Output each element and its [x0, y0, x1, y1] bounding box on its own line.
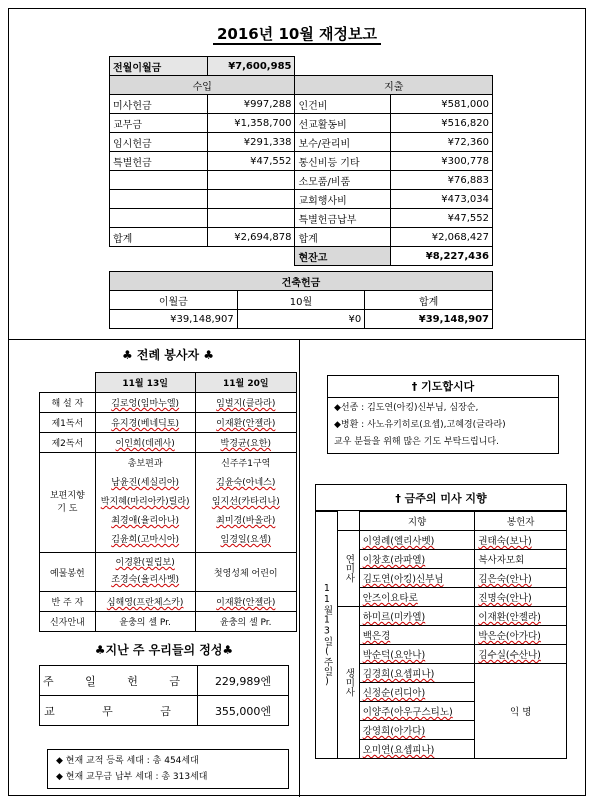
prayer-names-1	[95, 453, 195, 553]
liturgy-table	[39, 372, 297, 632]
income-header: 수입	[110, 76, 295, 95]
income-label: 미사헌금	[110, 95, 208, 114]
intention-name: 이양주(아우구스티노)	[359, 702, 475, 721]
building-header: 건축헌금	[110, 272, 493, 291]
liturgy-title: ♣ 전례 봉사자 ♣	[121, 348, 214, 362]
offering-table	[39, 665, 289, 726]
role-label: 제2독서	[40, 433, 96, 453]
donor-header: 봉헌자	[475, 512, 567, 531]
expense-label: 소모품/비품	[295, 171, 391, 190]
income-label	[110, 209, 208, 228]
carry-value: ¥7,600,985	[207, 57, 295, 76]
expense-value: ¥581,000	[391, 95, 493, 114]
intention-name: 오미연(요셉피나)	[359, 740, 475, 759]
prayer-names-2	[195, 453, 296, 553]
mass-title: † 금주의 미사 지향	[315, 484, 567, 511]
expense-label: 선교활동비	[295, 114, 391, 133]
intention-name: 안즈이요타로	[359, 588, 475, 607]
offer-names	[95, 553, 195, 592]
table-row	[40, 612, 297, 632]
prayer-line: 교우 분들을 위해 많은 기도 부탁드립니다.	[334, 437, 499, 447]
role-label: 반 주 자	[40, 592, 96, 612]
expense-label: 통신비등 기타	[295, 152, 391, 171]
offering-title: ♣지난 주 우리들의 정성♣	[94, 643, 234, 657]
table-row	[316, 607, 567, 626]
income-label: 임시헌금	[110, 133, 208, 152]
table-row	[316, 531, 567, 550]
income-total-label: 합계	[110, 228, 208, 247]
table-row	[110, 209, 493, 228]
dues-label: 교 무 금	[40, 696, 198, 726]
prayer-name: 임지선(카타리나)	[211, 497, 280, 507]
role-name: 유지경(베네딕토)	[95, 413, 195, 433]
finance-table	[109, 56, 493, 266]
household-notes	[47, 749, 289, 789]
income-total-value: ¥2,694,878	[207, 228, 295, 247]
expense-value: ¥300,778	[391, 152, 493, 171]
intention-name: 김경희(요셉피나)	[359, 664, 475, 683]
donor-name: 박은순(아가다)	[475, 626, 567, 645]
expense-value: ¥47,552	[391, 209, 493, 228]
role-name: 임벌지(클라라)	[195, 393, 296, 413]
role-label: 제1독서	[40, 413, 96, 433]
role-name: 김로엉(임마누엘)	[95, 393, 195, 413]
table-row	[40, 453, 297, 553]
table-row	[40, 553, 297, 592]
table-row	[110, 133, 493, 152]
table-row	[110, 190, 493, 209]
expense-total-value: ¥2,068,427	[391, 228, 493, 247]
role-name: 심해영(프란체스카)	[95, 592, 195, 612]
table-row	[110, 114, 493, 133]
building-col-month: 10월	[237, 291, 365, 310]
income-value: ¥291,338	[207, 133, 295, 152]
donor-name: 복사자모회	[475, 550, 567, 569]
income-label	[110, 171, 208, 190]
building-total-value: ¥39,148,907	[365, 310, 493, 329]
building-fund-table	[109, 271, 493, 329]
column-divider	[299, 339, 300, 797]
prayer-name: 남윤진(세실리아)	[111, 478, 180, 488]
table-row	[110, 95, 493, 114]
prayer-name: 임경일(요셉)	[220, 535, 272, 545]
prayer-name: 최미경(바올라)	[216, 516, 276, 526]
role-name: 윤충의 셀 Pr.	[195, 612, 296, 632]
note-line: ◆ 현재 교무금 납부 세대 : 총 313세대	[56, 772, 208, 782]
prayer-name: 신주주1구역	[221, 459, 271, 469]
table-row	[40, 413, 297, 433]
note-line: ◆ 현재 교적 등록 세대 : 총 454세대	[56, 756, 199, 766]
donor-name: 권태숙(보나)	[475, 531, 567, 550]
role-name: 이재환(안젤라)	[195, 413, 296, 433]
sunday-offering-label: 주 일 헌 금	[40, 666, 198, 696]
expense-label: 교회행사비	[295, 190, 391, 209]
role-label: 신자안내	[40, 612, 96, 632]
role-label: 해 설 자	[40, 393, 96, 413]
table-row	[110, 171, 493, 190]
income-value: ¥1,358,700	[207, 114, 295, 133]
income-label: 특별헌금	[110, 152, 208, 171]
prayer-name: 김윤희(고마시아)	[111, 535, 180, 545]
requiem-mass-label: 연미사	[337, 531, 359, 607]
page-title: 2016년 10월 재정보고	[9, 23, 585, 44]
offer-name: 이경환(필립보)	[115, 558, 175, 568]
intention-name: 이영례(엘리사벳)	[359, 531, 475, 550]
role-name: 이재환(안젤라)	[195, 592, 296, 612]
expense-header: 지출	[295, 76, 493, 95]
expense-total-label: 합계	[295, 228, 391, 247]
prayer-box	[327, 375, 559, 454]
income-label: 교무금	[110, 114, 208, 133]
income-value: ¥997,288	[207, 95, 295, 114]
expense-label: 인건비	[295, 95, 391, 114]
intention-name: 신정순(리디아)	[359, 683, 475, 702]
balance-value: ¥8,227,436	[391, 247, 493, 266]
table-row	[110, 152, 493, 171]
intention-name: 강영희(아가다)	[359, 721, 475, 740]
intention-header: 지향	[359, 512, 475, 531]
role-label: 예물봉헌	[40, 553, 96, 592]
donor-name: 진명숙(안나)	[475, 588, 567, 607]
expense-value: ¥516,820	[391, 114, 493, 133]
table-row	[110, 228, 493, 247]
offer-name: 첫영성체 어린이	[195, 553, 296, 592]
building-carry-value: ¥39,148,907	[110, 310, 238, 329]
table-row	[40, 433, 297, 453]
prayer-line: ◆선종 : 김도연(아킹)신부님, 심장순,	[334, 403, 479, 413]
role-label: 보편지향 기 도	[40, 453, 96, 553]
expense-value: ¥76,883	[391, 171, 493, 190]
intention-name: 하미르(미카엘)	[359, 607, 475, 626]
prayer-name: 최경애(율리아나)	[111, 516, 180, 526]
sunday-offering-value: 229,989엔	[198, 666, 289, 696]
bulletin-page	[8, 8, 586, 796]
income-value: ¥47,552	[207, 152, 295, 171]
income-value	[207, 209, 295, 228]
building-col-carry: 이월금	[110, 291, 238, 310]
offer-name: 조경숙(율리사벳)	[111, 575, 180, 585]
anonymous-donor: 익 명	[475, 664, 567, 759]
table-row	[40, 592, 297, 612]
intention-name: 이창호(라파엘)	[359, 550, 475, 569]
intention-name: 백은경	[359, 626, 475, 645]
section-divider	[9, 339, 585, 340]
role-name: 이인희(데레사)	[95, 433, 195, 453]
donor-name: 김수실(수산나)	[475, 645, 567, 664]
intention-name: 박순덕(요안나)	[359, 645, 475, 664]
expense-value: ¥72,360	[391, 133, 493, 152]
dues-value: 355,000엔	[198, 696, 289, 726]
role-name: 윤충의 셀 Pr.	[95, 612, 195, 632]
prayer-title: † 기도합시다	[328, 376, 558, 398]
prayer-name: 총보편과	[127, 459, 163, 469]
expense-value: ¥473,034	[391, 190, 493, 209]
liturgy-date-1: 11월 13일	[95, 373, 195, 393]
prayer-line: ◆병환 : 사노유키히로(요셉),고혜경(글라라)	[334, 420, 506, 430]
donor-name: 김은숙(안나)	[475, 569, 567, 588]
mass-date: 11월13일(주일)	[316, 512, 338, 759]
living-mass-label: 생미사	[337, 607, 359, 759]
donor-name: 이재환(안젤라)	[475, 607, 567, 626]
balance-label: 현잔고	[295, 247, 391, 266]
building-month-value: ¥0	[237, 310, 365, 329]
table-row	[40, 393, 297, 413]
role-name: 박경균(요한)	[195, 433, 296, 453]
income-value	[207, 171, 295, 190]
prayer-name: 김윤숙(아네스)	[216, 478, 276, 488]
building-col-total: 합계	[365, 291, 493, 310]
income-value	[207, 190, 295, 209]
expense-label: 특별헌금납부	[295, 209, 391, 228]
mass-intention-table	[315, 511, 567, 759]
liturgy-date-2: 11월 20일	[195, 373, 296, 393]
income-label	[110, 190, 208, 209]
prayer-name: 박지혜(마리아카)릴라)	[100, 497, 190, 507]
carry-label: 전월이월금	[110, 57, 208, 76]
expense-label: 보수/관리비	[295, 133, 391, 152]
intention-name: 김도연(아킹)신부님	[359, 569, 475, 588]
